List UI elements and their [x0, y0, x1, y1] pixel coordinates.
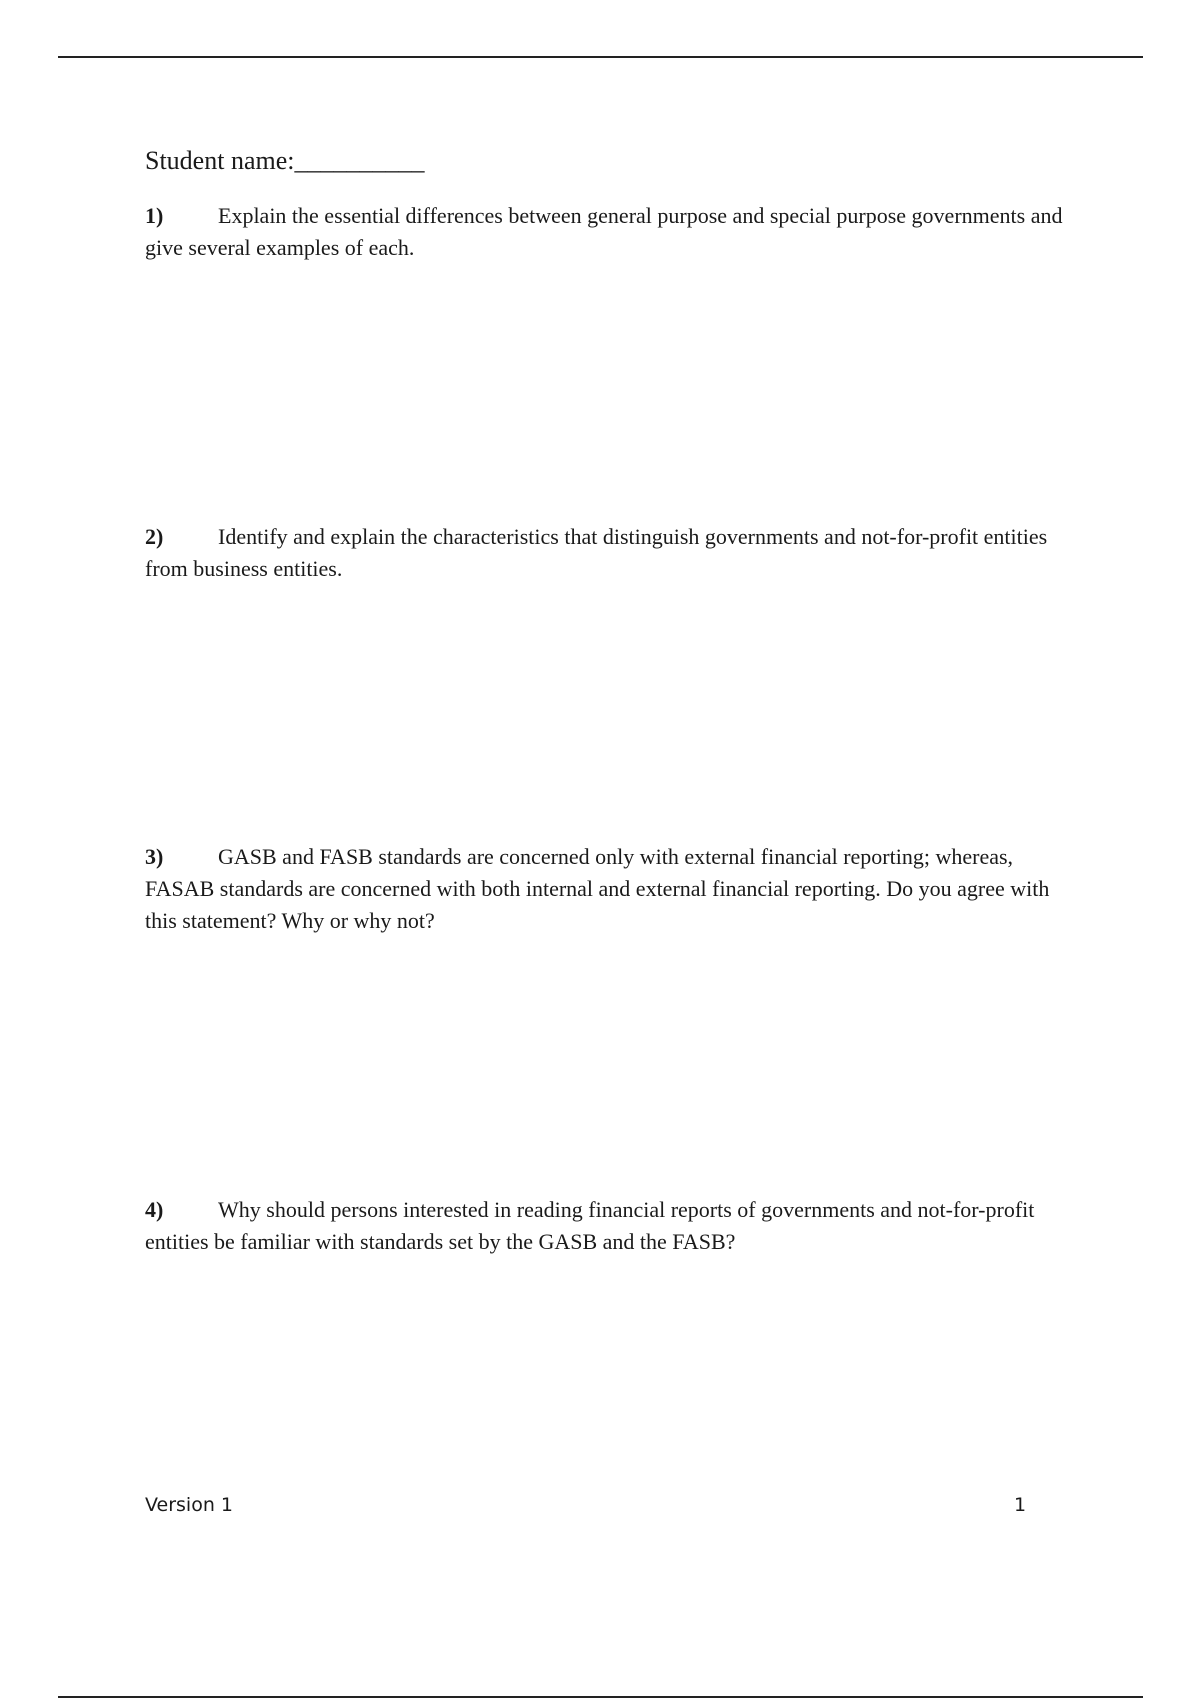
question-number: 2) — [145, 524, 164, 549]
student-name-blank: __________ — [294, 146, 425, 175]
question-text: Explain the essential differences between general purpose and special purpose governments and give several examples of each. — [145, 203, 1063, 260]
question-4 — [145, 1194, 1085, 1258]
question-number: 4) — [145, 1197, 164, 1222]
footer-page-number: 1 — [1014, 1494, 1027, 1516]
footer-version: Version 1 — [145, 1494, 233, 1516]
question-text: Identify and explain the characteristics that distinguish governments and not-for-profit entities from business entities. — [145, 524, 1048, 581]
bottom-rule — [58, 1696, 1143, 1698]
question-3 — [145, 841, 1085, 937]
question-number: 3) — [145, 844, 164, 869]
question-number: 1) — [145, 203, 164, 228]
top-rule — [58, 56, 1143, 58]
question-text: GASB and FASB standards are concerned only with external financial reporting; whereas, FASAB standards are concerned with both internal and external financial reporting. Do you agree with this statement? Why or why not? — [145, 844, 1050, 933]
student-name-line — [145, 145, 424, 177]
question-2 — [145, 521, 1085, 585]
question-1 — [145, 200, 1085, 264]
question-text: Why should persons interested in reading financial reports of governments and not-for-profit entities be familiar with standards set by the GASB and the FASB? — [145, 1197, 1035, 1254]
student-name-label: Student name: — [145, 146, 295, 175]
